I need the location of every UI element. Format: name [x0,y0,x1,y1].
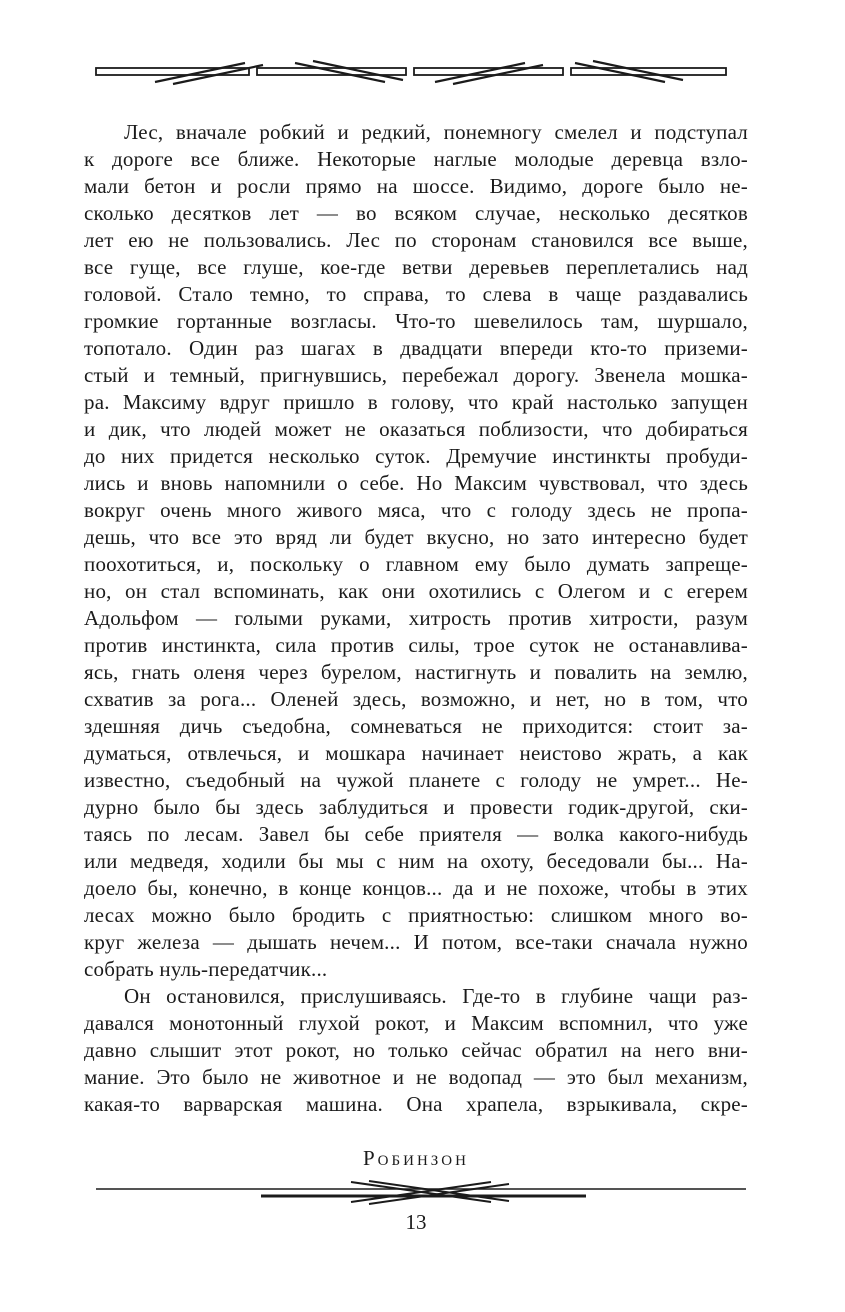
text-line: мание. Это было не животное и не водопад — это был механизм, [84,1065,748,1089]
header-ornament [95,59,727,87]
text-line: давно слышит этот рокот, но только сейчас обратил на него вни- [84,1038,748,1062]
text-line: лись и вновь напомнили о себе. Но Максим чувствовал, что здесь [84,471,748,495]
text-line: круг железа — дышать нечем... И потом, все-таки сначала нужно [84,930,748,954]
text-line: к дороге все ближе. Некоторые наглые молодые деревца взло- [84,147,748,171]
text-line: головой. Стало темно, то справа, то слева в чаще раздавались [84,282,748,306]
text-line: дурно было бы здесь заблудиться и провести годик-другой, ски- [84,795,748,819]
text-line: какая-то варварская машина. Она храпела, взрыкивала, скре- [84,1092,748,1116]
text-line: против инстинкта, сила против силы, трое суток не останавлива- [84,633,748,657]
text-line: лесах можно было бродить с приятностью: слишком много во- [84,903,748,927]
text-line: Лес, вначале робкий и редкий, понемногу смелел и подступал [124,120,748,144]
text-line: собрать нуль-передатчик... [84,957,328,981]
page-number: 13 [405,1210,427,1234]
text-line: давался монотонный глухой рокот, и Максим вспомнил, что уже [84,1011,748,1035]
text-line: Он остановился, прислушиваясь. Где-то в глубине чащи раз- [124,984,748,1008]
text-line: все гуще, все глуше, кое-где ветви деревьев переплетались над [84,255,748,279]
text-line: лет ею не пользовались. Лес по сторонам становился все выше, [84,228,748,252]
text-line: здешняя дичь съедобна, сомневаться не приходится: стоит за- [84,714,748,738]
footer-rule-ornament [96,1180,746,1208]
text-line: ясь, гнать оленя через бурелом, настигнуть и повалить на землю, [84,660,748,684]
text-line: известно, съедобный на чужой планете с голоду не умрет... Не- [84,768,748,792]
text-line: Адольфом — голыми руками, хитрость против хитрости, разум [84,606,748,630]
text-line: думаться, отвлечься, и мошкара начинает неистово жрать, а как [84,741,748,765]
text-line: и дик, что людей может не оказаться поблизости, что добираться [84,417,748,441]
text-line: ра. Максиму вдруг пришло в голову, что край настолько запущен [84,390,748,414]
text-line: до них придется несколько суток. Дремучие инстинкты пробуди- [84,444,748,468]
text-line: поохотиться, и, поскольку о главном ему было думать запреще- [84,552,748,576]
text-line: мали бетон и росли прямо на шоссе. Видимо, дороге было не- [84,174,748,198]
text-line: топотало. Один раз шагах в двадцати впереди кто-то приземи- [84,336,748,360]
text-line: стый и темный, пригнувшись, перебежал дорогу. Звенела мошка- [84,363,748,387]
text-line: вокруг очень много живого мяса, что с голоду здесь не пропа- [84,498,748,522]
text-line: но, он стал вспоминать, как они охотились с Олегом и с егерем [84,579,748,603]
text-line: доело бы, конечно, в конце концов... да и не похоже, чтобы в этих [84,876,748,900]
body-text [84,119,748,1118]
text-line: или медведя, ходили бы мы с ним на охоту, беседовали бы... На- [84,849,748,873]
text-line: громкие гортанные возгласы. Что-то шевелилось там, шуршало, [84,309,748,333]
text-line: схватив за рога... Оленей здесь, возможно, и нет, но в том, что [84,687,748,711]
text-line: таясь по лесам. Завел бы себе приятеля — волка какого-нибудь [84,822,748,846]
text-line: дешь, что все это вряд ли будет вкусно, но зато интересно будет [84,525,748,549]
text-line: сколько десятков лет — во всяком случае, несколько десятков [84,201,748,225]
running-footer-chapter-title: Робинзон [363,1146,469,1170]
